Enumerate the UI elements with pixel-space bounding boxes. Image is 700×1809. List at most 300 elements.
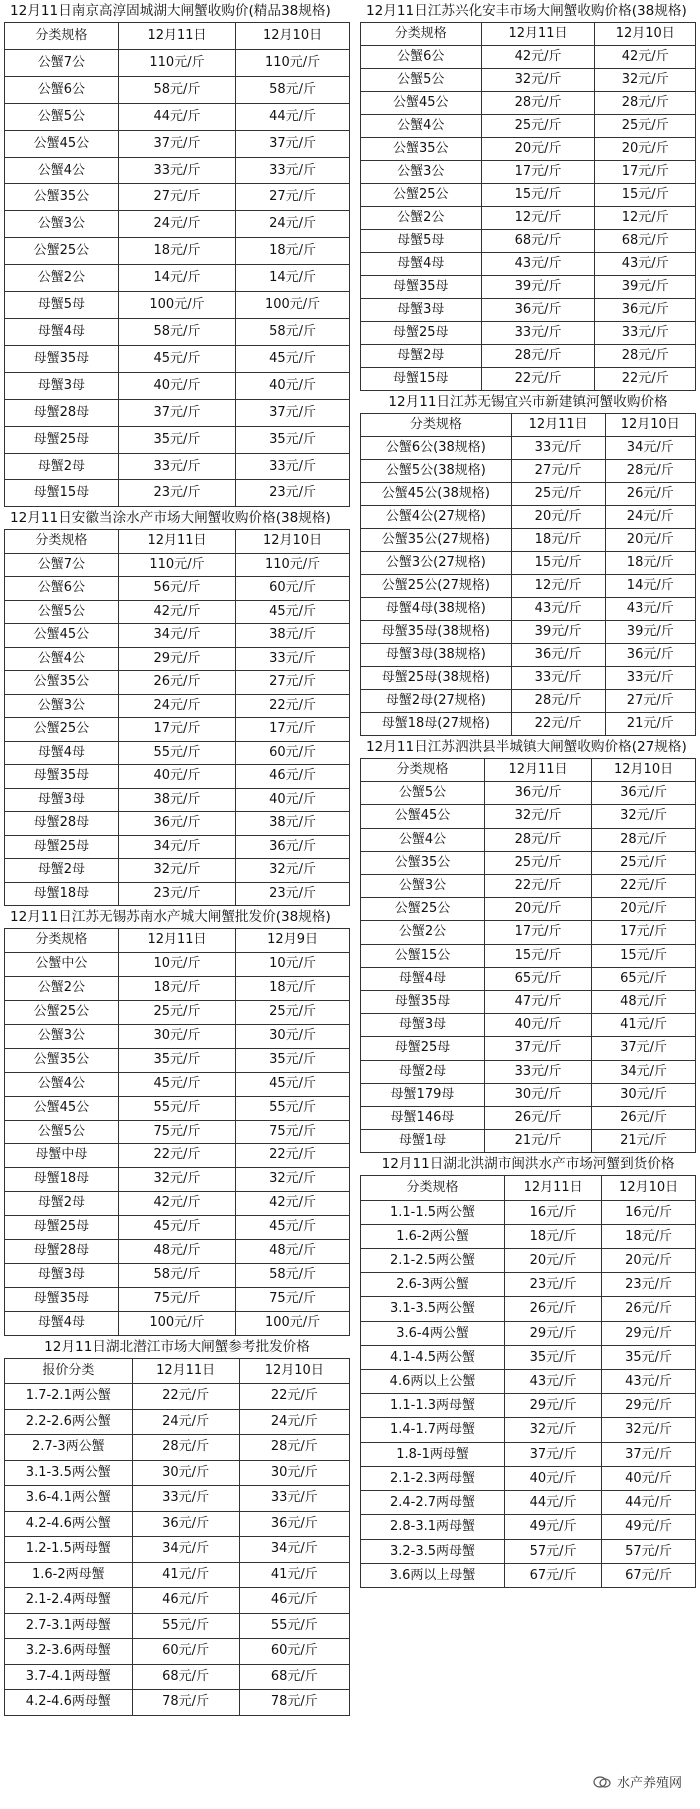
- table-row: [5, 788, 350, 812]
- spec-cell: 公蟹35公(27规格): [361, 529, 512, 552]
- spec-cell: 公蟹6公: [5, 577, 119, 601]
- spec-cell: 公蟹4公: [361, 828, 485, 851]
- spec-cell: 公蟹35公: [361, 851, 485, 874]
- price-cell: 45元/斤: [236, 345, 350, 372]
- price-cell: 23元/斤: [602, 1273, 696, 1297]
- table-row: [5, 977, 350, 1001]
- table-row: [5, 1537, 350, 1563]
- price-cell: 55元/斤: [236, 1096, 350, 1120]
- spec-cell: 公蟹4公(27规格): [361, 506, 512, 529]
- price-cell: 32元/斤: [592, 805, 696, 828]
- price-cell: 29元/斤: [602, 1321, 696, 1345]
- spec-cell: 母蟹18母: [5, 1168, 119, 1192]
- table-row: [5, 130, 350, 157]
- price-cell: 21元/斤: [592, 1130, 696, 1153]
- table-row: [361, 1037, 696, 1060]
- spec-cell: 公蟹5公: [5, 103, 119, 130]
- price-cell: 40元/斤: [484, 1014, 591, 1037]
- table-row: [361, 138, 696, 161]
- table-row: [361, 161, 696, 184]
- spec-cell: 公蟹4公: [5, 647, 119, 671]
- spec-cell: 公蟹4公: [361, 115, 482, 138]
- spec-cell: 公蟹3公: [361, 161, 482, 184]
- table-title: 12月11日江苏无锡苏南水产城大闸蟹批发价(38规格): [10, 909, 331, 926]
- price-cell: 41元/斤: [239, 1562, 349, 1588]
- price-cell: 25元/斤: [118, 1001, 235, 1025]
- table-row: [5, 399, 350, 426]
- price-cell: 28元/斤: [481, 345, 595, 368]
- column-header: 12月10日: [602, 1176, 696, 1200]
- spec-cell: 母蟹35母: [361, 276, 482, 299]
- spec-cell: 公蟹25公: [5, 718, 119, 742]
- table-row: [361, 207, 696, 230]
- spec-cell: 公蟹2公: [361, 921, 485, 944]
- price-cell: 18元/斤: [605, 552, 695, 575]
- table-row: [361, 1539, 696, 1563]
- price-cell: 20元/斤: [505, 1249, 602, 1273]
- table-row: [5, 49, 350, 76]
- price-cell: 36元/斤: [605, 644, 695, 667]
- price-cell: 20元/斤: [592, 898, 696, 921]
- price-cell: 34元/斤: [592, 1060, 696, 1083]
- spec-cell: 母蟹3母: [361, 299, 482, 322]
- column-header: 分类规格: [361, 414, 512, 437]
- price-cell: 44元/斤: [118, 103, 235, 130]
- price-cell: 21元/斤: [484, 1130, 591, 1153]
- table-row: [361, 368, 696, 391]
- price-cell: 42元/斤: [481, 46, 595, 69]
- table-row: [361, 690, 696, 713]
- table-row: [361, 46, 696, 69]
- price-cell: 37元/斤: [118, 130, 235, 157]
- spec-cell: 公蟹3公: [361, 875, 485, 898]
- price-cell: 29元/斤: [118, 647, 235, 671]
- price-cell: 48元/斤: [236, 1240, 350, 1264]
- price-cell: 24元/斤: [239, 1409, 349, 1435]
- spec-cell: 3.2-3.6两母蟹: [5, 1639, 133, 1665]
- price-cell: 23元/斤: [118, 480, 235, 507]
- price-cell: 42元/斤: [118, 1192, 235, 1216]
- spec-cell: 公蟹7公: [5, 553, 119, 577]
- spec-cell: 1.1-1.3两母蟹: [361, 1394, 505, 1418]
- table-row: [5, 741, 350, 765]
- price-cell: 30元/斤: [484, 1083, 591, 1106]
- price-cell: 30元/斤: [592, 1083, 696, 1106]
- spec-cell: 4.2-4.6两公蟹: [5, 1511, 133, 1537]
- spec-cell: 4.6两以上公蟹: [361, 1370, 505, 1394]
- table-row: [361, 276, 696, 299]
- price-table: [360, 413, 696, 736]
- price-block-wuxi-sunan: [4, 906, 350, 1335]
- table-row: [5, 76, 350, 103]
- price-cell: 40元/斤: [236, 788, 350, 812]
- price-cell: 20元/斤: [484, 898, 591, 921]
- price-cell: 37元/斤: [118, 399, 235, 426]
- price-cell: 28元/斤: [481, 92, 595, 115]
- price-cell: 40元/斤: [118, 765, 235, 789]
- table-row: [5, 1384, 350, 1410]
- spec-cell: 母蟹35母: [361, 991, 485, 1014]
- price-cell: 34元/斤: [605, 437, 695, 460]
- table-row: [361, 1200, 696, 1224]
- spec-cell: 3.2-3.5两母蟹: [361, 1539, 505, 1563]
- table-row: [361, 552, 696, 575]
- price-cell: 18元/斤: [602, 1224, 696, 1248]
- price-cell: 36元/斤: [511, 644, 605, 667]
- price-cell: 18元/斤: [236, 238, 350, 265]
- column-header: 12月11日: [118, 929, 235, 953]
- table-row: [5, 600, 350, 624]
- spec-cell: 母蟹5母: [5, 292, 119, 319]
- spec-cell: 公蟹6公: [5, 76, 119, 103]
- price-block-honghu: [360, 1153, 696, 1587]
- price-cell: 35元/斤: [236, 426, 350, 453]
- price-cell: 33元/斤: [605, 667, 695, 690]
- spec-cell: 1.6-2两公蟹: [361, 1224, 505, 1248]
- spec-cell: 公蟹45公: [361, 805, 485, 828]
- table-row: [361, 1466, 696, 1490]
- table-row: [361, 1394, 696, 1418]
- spec-cell: 母蟹35母: [5, 345, 119, 372]
- price-cell: 40元/斤: [505, 1466, 602, 1490]
- price-block-sihong: [360, 736, 696, 1153]
- price-cell: 26元/斤: [605, 483, 695, 506]
- price-cell: 35元/斤: [118, 1048, 235, 1072]
- table-row: [361, 1321, 696, 1345]
- table-row: [5, 1311, 350, 1335]
- price-cell: 15元/斤: [511, 552, 605, 575]
- price-cell: 110元/斤: [236, 49, 350, 76]
- price-cell: 38元/斤: [118, 788, 235, 812]
- table-row: [361, 230, 696, 253]
- table-row: [361, 967, 696, 990]
- column-header: 12月10日: [239, 1358, 349, 1384]
- table-row: [5, 1216, 350, 1240]
- column-header: 12月11日: [118, 23, 235, 50]
- price-cell: 28元/斤: [132, 1435, 239, 1461]
- price-cell: 46元/斤: [236, 765, 350, 789]
- spec-cell: 母蟹28母: [5, 812, 119, 836]
- price-cell: 28元/斤: [595, 345, 696, 368]
- spec-cell: 母蟹15母: [5, 480, 119, 507]
- price-table: [360, 758, 696, 1153]
- table-row: [5, 238, 350, 265]
- spec-cell: 母蟹179母: [361, 1083, 485, 1106]
- table-row: [5, 953, 350, 977]
- table-row: [361, 483, 696, 506]
- price-cell: 10元/斤: [236, 953, 350, 977]
- table-row: [361, 322, 696, 345]
- table-row: [361, 944, 696, 967]
- price-table: [360, 1175, 696, 1587]
- table-row: [361, 184, 696, 207]
- price-cell: 15元/斤: [595, 184, 696, 207]
- table-row: [5, 835, 350, 859]
- spec-cell: 公蟹2公: [5, 977, 119, 1001]
- table-row: [361, 644, 696, 667]
- price-cell: 12元/斤: [511, 575, 605, 598]
- price-cell: 10元/斤: [118, 953, 235, 977]
- column-header: 12月11日: [118, 530, 235, 554]
- spec-cell: 1.4-1.7两母蟹: [361, 1418, 505, 1442]
- price-cell: 75元/斤: [118, 1120, 235, 1144]
- price-cell: 36元/斤: [592, 782, 696, 805]
- spec-cell: 母蟹25母(38规格): [361, 667, 512, 690]
- table-row: [361, 115, 696, 138]
- price-cell: 22元/斤: [236, 1144, 350, 1168]
- spec-cell: 公蟹5公: [361, 69, 482, 92]
- spec-cell: 公蟹35公: [5, 671, 119, 695]
- price-cell: 37元/斤: [484, 1037, 591, 1060]
- price-cell: 26元/斤: [484, 1107, 591, 1130]
- price-cell: 25元/斤: [236, 1001, 350, 1025]
- table-row: [361, 69, 696, 92]
- table-title: 12月11日安徽当涂水产市场大闸蟹收购价格(38规格): [10, 510, 331, 527]
- price-cell: 43元/斤: [595, 253, 696, 276]
- spec-cell: 公蟹2公: [361, 207, 482, 230]
- table-title: 12月11日南京高淳固城湖大闸蟹收购价(精品38规格): [10, 3, 331, 19]
- price-cell: 100元/斤: [118, 292, 235, 319]
- price-cell: 45元/斤: [118, 1072, 235, 1096]
- table-row: [5, 184, 350, 211]
- price-cell: 33元/斤: [511, 667, 605, 690]
- spec-cell: 公蟹7公: [5, 49, 119, 76]
- price-cell: 46元/斤: [132, 1588, 239, 1614]
- price-cell: 33元/斤: [118, 157, 235, 184]
- table-row: [361, 460, 696, 483]
- table-row: [5, 292, 350, 319]
- spec-cell: 4.2-4.6两母蟹: [5, 1690, 133, 1716]
- spec-cell: 母蟹18母: [5, 882, 119, 906]
- price-cell: 22元/斤: [481, 368, 595, 391]
- price-cell: 33元/斤: [236, 647, 350, 671]
- price-cell: 65元/斤: [592, 967, 696, 990]
- table-row: [361, 667, 696, 690]
- table-row: [5, 1024, 350, 1048]
- table-title: 12月11日湖北潜江市场大闸蟹参考批发价格: [44, 1338, 310, 1355]
- spec-cell: 2.6-3两公蟹: [361, 1273, 505, 1297]
- watermark-text: 水产养殖网: [616, 1776, 682, 1791]
- price-cell: 36元/斤: [239, 1511, 349, 1537]
- table-row: [5, 211, 350, 238]
- price-cell: 60元/斤: [132, 1639, 239, 1665]
- spec-cell: 公蟹45公: [5, 130, 119, 157]
- spec-cell: 母蟹28母: [5, 399, 119, 426]
- spec-cell: 公蟹45公: [361, 92, 482, 115]
- column-header: 12月9日: [236, 929, 350, 953]
- table-title: 12月11日江苏兴化安丰市场大闸蟹收购价格(38规格): [366, 3, 687, 19]
- spec-cell: 公蟹5公: [5, 1120, 119, 1144]
- table-row: [361, 782, 696, 805]
- spec-cell: 公蟹中公: [5, 953, 119, 977]
- spec-cell: 母蟹中母: [5, 1144, 119, 1168]
- price-cell: 15元/斤: [481, 184, 595, 207]
- spec-cell: 公蟹3公(27规格): [361, 552, 512, 575]
- table-row: [5, 103, 350, 130]
- table-row: [361, 345, 696, 368]
- price-cell: 75元/斤: [118, 1287, 235, 1311]
- column-header: 分类规格: [5, 929, 119, 953]
- price-cell: 33元/斤: [511, 437, 605, 460]
- spec-cell: 公蟹45公: [5, 1096, 119, 1120]
- price-block-anhui: [4, 507, 350, 906]
- table-row: [361, 253, 696, 276]
- spec-cell: 母蟹3母: [5, 372, 119, 399]
- spec-cell: 母蟹3母(38规格): [361, 644, 512, 667]
- table-row: [5, 1588, 350, 1614]
- table-row: [5, 1287, 350, 1311]
- price-cell: 33元/斤: [236, 453, 350, 480]
- price-cell: 22元/斤: [236, 694, 350, 718]
- table-row: [5, 345, 350, 372]
- price-cell: 36元/斤: [484, 782, 591, 805]
- price-cell: 58元/斤: [236, 1264, 350, 1288]
- price-cell: 36元/斤: [118, 812, 235, 836]
- table-row: [5, 859, 350, 883]
- price-cell: 40元/斤: [118, 372, 235, 399]
- price-cell: 24元/斤: [132, 1409, 239, 1435]
- table-row: [361, 1060, 696, 1083]
- price-cell: 18元/斤: [505, 1224, 602, 1248]
- spec-cell: 公蟹3公: [5, 694, 119, 718]
- spec-cell: 母蟹4母: [5, 741, 119, 765]
- price-cell: 45元/斤: [118, 345, 235, 372]
- column-header: 分类规格: [361, 759, 485, 782]
- price-cell: 33元/斤: [239, 1486, 349, 1512]
- column-header: 12月10日: [605, 414, 695, 437]
- column-header: 分类规格: [361, 1176, 505, 1200]
- spec-cell: 公蟹25公(27规格): [361, 575, 512, 598]
- price-cell: 25元/斤: [484, 851, 591, 874]
- table-row: [361, 1083, 696, 1106]
- price-cell: 26元/斤: [505, 1297, 602, 1321]
- price-cell: 16元/斤: [505, 1200, 602, 1224]
- spec-cell: 母蟹25母: [361, 1037, 485, 1060]
- spec-cell: 母蟹25母: [5, 1216, 119, 1240]
- table-row: [5, 1168, 350, 1192]
- price-cell: 55元/斤: [118, 1096, 235, 1120]
- table-row: [5, 1240, 350, 1264]
- price-cell: 32元/斤: [602, 1418, 696, 1442]
- price-cell: 43元/斤: [602, 1370, 696, 1394]
- table-header-row: [5, 23, 350, 50]
- price-cell: 60元/斤: [239, 1639, 349, 1665]
- price-cell: 45元/斤: [118, 1216, 235, 1240]
- price-cell: 14元/斤: [118, 265, 235, 292]
- price-cell: 57元/斤: [505, 1539, 602, 1563]
- spec-cell: 母蟹28母: [5, 1240, 119, 1264]
- spec-cell: 母蟹2母(27规格): [361, 690, 512, 713]
- price-block-yixing: [360, 391, 696, 736]
- price-cell: 60元/斤: [236, 741, 350, 765]
- price-cell: 65元/斤: [484, 967, 591, 990]
- price-cell: 60元/斤: [236, 577, 350, 601]
- price-cell: 37元/斤: [602, 1442, 696, 1466]
- price-cell: 35元/斤: [236, 1048, 350, 1072]
- price-cell: 36元/斤: [236, 835, 350, 859]
- price-cell: 43元/斤: [511, 598, 605, 621]
- price-cell: 32元/斤: [505, 1418, 602, 1442]
- table-row: [5, 1409, 350, 1435]
- price-cell: 45元/斤: [236, 1072, 350, 1096]
- column-header: 12月10日: [592, 759, 696, 782]
- spec-cell: 母蟹3母: [5, 1264, 119, 1288]
- spec-cell: 3.6两以上母蟹: [361, 1563, 505, 1587]
- table-row: [361, 713, 696, 736]
- price-cell: 24元/斤: [605, 506, 695, 529]
- price-cell: 100元/斤: [236, 1311, 350, 1335]
- table-row: [5, 318, 350, 345]
- price-cell: 43元/斤: [505, 1370, 602, 1394]
- price-cell: 68元/斤: [239, 1664, 349, 1690]
- price-cell: 58元/斤: [118, 76, 235, 103]
- price-cell: 36元/斤: [595, 299, 696, 322]
- price-cell: 14元/斤: [236, 265, 350, 292]
- spec-cell: 公蟹35公: [361, 138, 482, 161]
- table-row: [5, 372, 350, 399]
- table-row: [361, 921, 696, 944]
- column-header: 12月11日: [511, 414, 605, 437]
- table-row: [361, 506, 696, 529]
- price-cell: 42元/斤: [236, 1192, 350, 1216]
- price-cell: 18元/斤: [118, 238, 235, 265]
- price-cell: 36元/斤: [132, 1511, 239, 1537]
- table-row: [361, 1014, 696, 1037]
- price-cell: 17元/斤: [592, 921, 696, 944]
- price-cell: 38元/斤: [236, 624, 350, 648]
- price-cell: 35元/斤: [505, 1345, 602, 1369]
- price-cell: 18元/斤: [118, 977, 235, 1001]
- price-cell: 43元/斤: [605, 598, 695, 621]
- table-row: [5, 882, 350, 906]
- table-row: [5, 577, 350, 601]
- price-cell: 40元/斤: [236, 372, 350, 399]
- spec-cell: 1.6-2两母蟹: [5, 1562, 133, 1588]
- spec-cell: 公蟹3公: [5, 1024, 119, 1048]
- price-cell: 28元/斤: [605, 460, 695, 483]
- price-cell: 58元/斤: [236, 318, 350, 345]
- price-cell: 110元/斤: [118, 553, 235, 577]
- price-cell: 27元/斤: [236, 184, 350, 211]
- price-cell: 48元/斤: [592, 991, 696, 1014]
- column-header: 12月11日: [132, 1358, 239, 1384]
- table-row: [5, 1192, 350, 1216]
- table-row: [361, 1107, 696, 1130]
- table-title: 12月11日湖北洪湖市闽洪水产市场河蟹到货价格: [381, 1156, 675, 1173]
- table-row: [361, 1442, 696, 1466]
- price-cell: 27元/斤: [236, 671, 350, 695]
- price-cell: 47元/斤: [484, 991, 591, 1014]
- spec-cell: 母蟹2母: [5, 859, 119, 883]
- price-cell: 34元/斤: [118, 624, 235, 648]
- table-row: [5, 1690, 350, 1716]
- price-cell: 17元/斤: [236, 718, 350, 742]
- table-row: [361, 1345, 696, 1369]
- spec-cell: 母蟹15母: [361, 368, 482, 391]
- price-cell: 17元/斤: [118, 718, 235, 742]
- table-row: [361, 575, 696, 598]
- table-row: [5, 1435, 350, 1461]
- price-cell: 41元/斤: [132, 1562, 239, 1588]
- price-cell: 24元/斤: [236, 211, 350, 238]
- price-cell: 22元/斤: [118, 1144, 235, 1168]
- spec-cell: 2.4-2.7两母蟹: [361, 1491, 505, 1515]
- table-row: [5, 812, 350, 836]
- price-cell: 32元/斤: [481, 69, 595, 92]
- price-cell: 25元/斤: [595, 115, 696, 138]
- table-header-row: [5, 530, 350, 554]
- table-row: [361, 1249, 696, 1273]
